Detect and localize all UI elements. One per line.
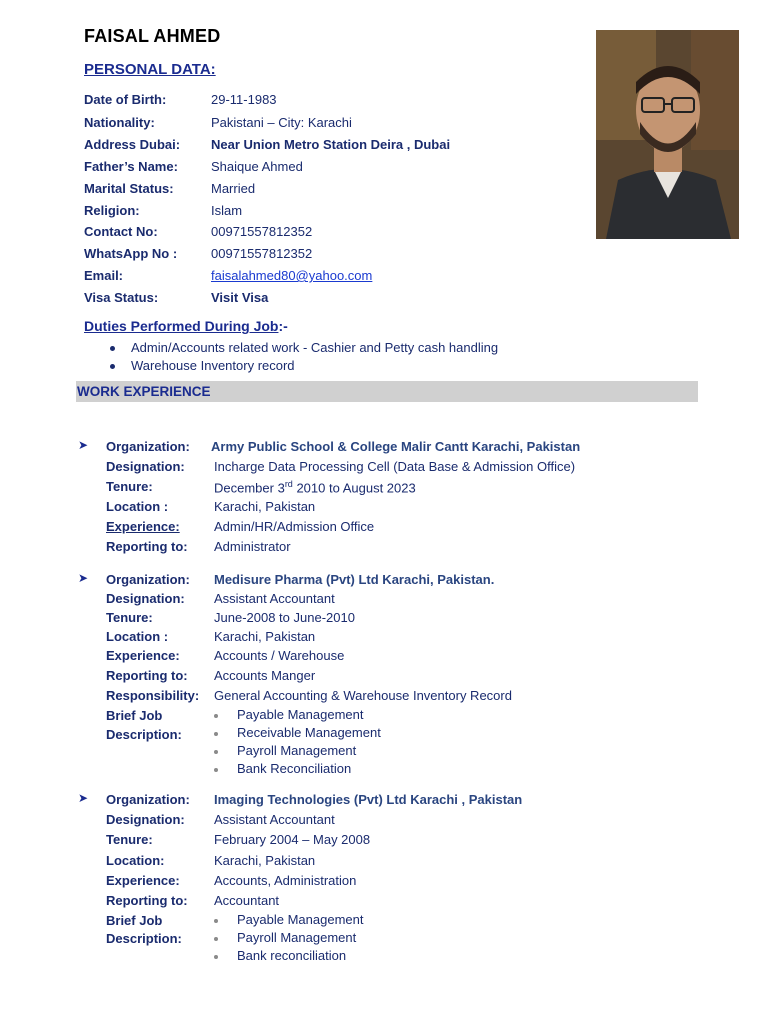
organization-label: Organization: <box>106 572 190 587</box>
brief-item-text: Payroll Management <box>237 930 357 945</box>
job1-tenure-start: December 3 <box>214 480 285 496</box>
job2-designation: Assistant Accountant <box>214 591 335 606</box>
job2-designation-row <box>106 591 666 611</box>
job3-organization-row <box>106 792 666 812</box>
job2-organization: Medisure Pharma (Pvt) Ltd Karachi, Pakistan. <box>214 572 495 587</box>
dob-value: 29-11-1983 <box>211 92 277 107</box>
portrait-illustration <box>596 30 739 239</box>
religion-label: Religion: <box>84 203 140 218</box>
profile-photo <box>596 30 739 239</box>
religion-value: Islam <box>211 203 243 218</box>
marital-value: Married <box>211 181 256 196</box>
dob-label: Date of Birth: <box>84 92 167 107</box>
job2-experience-row <box>106 648 666 668</box>
job1-tenure-row <box>106 479 666 499</box>
job1-tenure-sup: rd <box>284 479 293 489</box>
personal-row-email <box>84 268 564 288</box>
job3-tenure-row <box>106 832 666 852</box>
address-value: Near Union Metro Station Deira , Dubai <box>211 137 451 152</box>
job1-location-row <box>106 499 666 519</box>
experience-label: Experience: <box>106 519 180 534</box>
brief-item-text: Payable Management <box>237 707 364 722</box>
job1-tenure <box>214 479 416 495</box>
job2-responsibility: General Accounting & Warehouse Inventory Record <box>214 688 512 703</box>
personal-row-marital <box>84 181 564 201</box>
job2-tenure: June-2008 to June-2010 <box>214 610 355 625</box>
job3-location: Karachi, Pakistan <box>214 853 316 868</box>
tenure-label: Tenure: <box>106 479 153 494</box>
bullet-dot <box>214 955 218 959</box>
reporting-label: Reporting to: <box>106 668 188 683</box>
visa-value: Visit Visa <box>211 290 269 305</box>
job3-brief-label-row <box>106 913 666 933</box>
personal-row-address <box>84 137 564 157</box>
job2-responsibility-row <box>106 688 666 708</box>
job2-tenure-row <box>106 610 666 630</box>
address-label: Address Dubai: <box>84 137 181 152</box>
organization-label: Organization: <box>106 439 190 454</box>
experience-label: Experience: <box>106 873 180 888</box>
reporting-label: Reporting to: <box>106 893 188 908</box>
designation-label: Designation: <box>106 812 185 827</box>
work-experience-header <box>76 381 698 402</box>
bullet-dot <box>214 714 218 718</box>
organization-label: Organization: <box>106 792 190 807</box>
reporting-label: Reporting to: <box>106 539 188 554</box>
brief-item-text: Payable Management <box>237 912 364 927</box>
bullet-dot <box>214 919 218 923</box>
location-label: Location : <box>106 499 169 514</box>
job1-location: Karachi, Pakistan <box>214 499 316 514</box>
job3-reporting: Accountant <box>214 893 280 908</box>
job3-location-row <box>106 853 666 873</box>
description-label: Description: <box>106 727 182 742</box>
job1-experience-row <box>106 519 666 539</box>
visa-label: Visa Status: <box>84 290 159 305</box>
experience-label: Experience: <box>106 648 180 663</box>
job1-organization: Army Public School & College Malir Cantt Karachi, Pakistan <box>211 439 581 454</box>
brief-item-text: Payroll Management <box>237 743 357 758</box>
personal-row-contact <box>84 224 564 244</box>
personal-row-whatsapp <box>84 246 564 266</box>
job2-experience: Accounts / Warehouse <box>214 648 345 663</box>
job2-brief-label-row <box>106 708 666 728</box>
bullet-dot <box>110 346 115 351</box>
job3-description-label-row <box>106 931 666 951</box>
brief-job-label: Brief Job <box>106 708 163 723</box>
personal-data-title: PERSONAL DATA: <box>84 61 216 78</box>
job1-organization-row <box>106 439 666 459</box>
job1-designation: Incharge Data Processing Cell (Data Base & Admission Office) <box>214 459 576 474</box>
brief-item-text: Bank reconciliation <box>237 948 347 963</box>
nationality-value: Pakistani – City: Karachi <box>211 115 352 130</box>
job3-organization: Imaging Technologies (Pvt) Ltd Karachi , Pakistan <box>214 792 523 807</box>
personal-row-visa <box>84 290 564 310</box>
father-label: Father’s Name: <box>84 159 178 174</box>
job1-experience: Admin/HR/Admission Office <box>214 519 375 534</box>
job2-reporting-row <box>106 668 666 688</box>
responsibility-label: Responsibility: <box>106 688 200 703</box>
personal-row-nationality <box>84 115 564 135</box>
arrow-bullet-icon: ➤ <box>78 571 89 585</box>
personal-row-father <box>84 159 564 179</box>
job2-organization-row <box>106 572 666 592</box>
person-name: FAISAL AHMED <box>84 26 221 46</box>
brief-item-text: Receivable Management <box>237 725 381 740</box>
duties-title-text: Duties Performed During Job <box>84 318 279 334</box>
designation-label: Designation: <box>106 591 185 606</box>
job1-reporting-row <box>106 539 666 559</box>
designation-label: Designation: <box>106 459 185 474</box>
description-label: Description: <box>106 931 182 946</box>
job3-tenure: February 2004 – May 2008 <box>214 832 371 847</box>
duty-text: Warehouse Inventory record <box>131 358 295 373</box>
job1-tenure-end: 2010 to August 2023 <box>292 480 416 496</box>
tenure-label: Tenure: <box>106 832 153 847</box>
job3-experience: Accounts, Administration <box>214 873 357 888</box>
personal-row-religion <box>84 203 564 223</box>
bullet-dot <box>214 732 218 736</box>
job3-designation-row <box>106 812 666 832</box>
whatsapp-label: WhatsApp No : <box>84 246 178 261</box>
job1-reporting: Administrator <box>214 539 291 554</box>
job2-location: Karachi, Pakistan <box>214 629 316 644</box>
contact-value: 00971557812352 <box>211 224 313 239</box>
bullet-dot <box>214 768 218 772</box>
location-label: Location: <box>106 853 165 868</box>
job2-description-label-row <box>106 727 666 747</box>
work-experience-title: WORK EXPERIENCE <box>77 384 211 399</box>
email-link[interactable]: faisalahmed80@yahoo.com <box>211 268 373 283</box>
job3-designation: Assistant Accountant <box>214 812 335 827</box>
brief-job-label: Brief Job <box>106 913 163 928</box>
father-value: Shaique Ahmed <box>211 159 303 174</box>
bullet-dot <box>110 364 115 369</box>
marital-label: Marital Status: <box>84 181 174 196</box>
contact-label: Contact No: <box>84 224 158 239</box>
job2-reporting: Accounts Manger <box>214 668 316 683</box>
tenure-label: Tenure: <box>106 610 153 625</box>
duties-title-suffix: :- <box>278 318 288 334</box>
location-label: Location : <box>106 629 169 644</box>
email-label: Email: <box>84 268 124 283</box>
job3-reporting-row <box>106 893 666 913</box>
arrow-bullet-icon: ➤ <box>78 791 89 805</box>
arrow-bullet-icon: ➤ <box>78 438 89 452</box>
nationality-label: Nationality: <box>84 115 155 130</box>
job2-location-row <box>106 629 666 649</box>
bullet-dot <box>214 750 218 754</box>
whatsapp-value: 00971557812352 <box>211 246 313 261</box>
job1-designation-row <box>106 459 666 479</box>
bullet-dot <box>214 937 218 941</box>
duty-text: Admin/Accounts related work - Cashier and Petty cash handling <box>131 340 499 355</box>
job3-experience-row <box>106 873 666 893</box>
duties-title <box>84 318 288 334</box>
brief-item-text: Bank Reconciliation <box>237 761 352 776</box>
personal-row-dob <box>84 92 564 112</box>
